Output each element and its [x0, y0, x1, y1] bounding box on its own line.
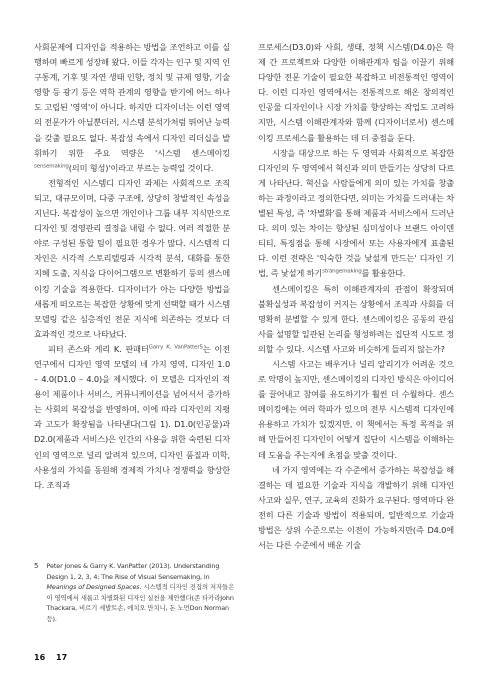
- superscript-term: strangemaking: [322, 268, 362, 275]
- book-title: Meanings of Designed Spaces: [46, 583, 140, 592]
- page-number-left: 16: [34, 653, 46, 662]
- paragraph: 시장을 대상으로 하는 두 영역과 사회적으로 복잡한 디자인의 두 영역에서 혁신과 의미 만들기는 상당히 다르게 나타난다. 혁신을 사람들에게 의미 있는 가치를 창출하는 과정이라고 정의한다면, 의미는 가치를 드러내는 차별된 특성, 즉 '차별화'를 통해 제품과 서비스에서 드러난다. 의미 있는 차이는 향상된 심미성이나 브랜드 아이덴티티, 특징점을 통해 시장에서 또는 사용자에게 표출된다. 이런 전략은 '익숙한 것을 낯설게 만드는' 디자인 기법, 즉 낯설게 하기$^{strangemaking}$를 활용한다.: [258, 147, 454, 279]
- paragraph: 전형적인 시스템디 디자인 과제는 사회적으로 조직되고, 대규모이며, 다중 구조에, 상당히 창발적인 속성을 지닌다. 복잡성이 높으면 개인이나 그룹 내부 지식만으로 디자인 및 경영관리 결정을 내릴 수 없다. 여러 적절한 분야로 구성된 통합 팀이 필요한 경우가 많다. 시스템적 디자인은 시각적 스토리텔링과 시각적 분석, 대화를 통한 지혜 도출, 지식을 다이어그램으로 변환하기 등의 센스메이킹 기술을 적용한다. 디자이너가 아는 다양한 방법을 새롭게 떠오르는 복잡한 상황에 맞게 선택할 때가 시스템 모델링 같은 심층적인 전문 지식에 의존하는 것보다 더 효과적인 것으로 나타났다.: [34, 177, 230, 339]
- right-column: [258, 40, 454, 553]
- page-number-right: 17: [56, 653, 68, 662]
- superscript-term: Garry K. VanPatter: [148, 344, 200, 351]
- footnote-reference[interactable]: 5: [199, 344, 203, 351]
- paragraph: 시스템 사고는 배우거나 널리 알리기가 어려운 것으로 악명이 높지만, 센스메이킹의 디자인 방식은 아이디어를 끌어내고 참여를 유도하기가 훨씬 더 수월하다. 센스메이킹에는 여러 학파가 있으며 전부 시스템적 디자인에 유용하고 가치가 있겠지만, 이 책에서는 특정 목적을 위해 만들어진 디자인이 어떻게 집단이 시스템을 이해하는 데 도움을 주는지에 초점을 맞출 것이다.: [258, 358, 454, 460]
- footnote: [34, 561, 239, 625]
- paragraph: 사회문제에 디자인을 적용하는 방법을 조언하고 이를 실행하며 빠르게 성장해 왔다. 이들 각자는 인구 및 지역 인구통계, 기후 및 자연 생태 인향, 정치 및 규제 영향, 기술 영향 등 광기 등은 역학 관계의 영향을 받기에 어느 하나도 고립된 '영역'이 아니다. 하지만 디자이너는 이런 영역의 전문가가 아닐뿐더러, 시스템 분석가처럼 뛰어난 능력을 갖출 필요도 없다. 복잡성 속에서 디자인 리더십을 발휘하기 위한 주요 역량은 '시스템 센스메이킹$^{sensemaking}$(의미 형성)'이라고 부르는 능력일 것이다.: [34, 42, 230, 173]
- footnote-text: Peter Jones & Garry K. VanPatter (2013). Understanding Design 1, 2, 3, 4: The Rise of Visual Sensemaking, in Meanings of Designed Spaces. 시스템적 디자인 전집의 저자들은 이 영역에서 새롭고 차별화된 디자인 실천을 제안했다(존 타카라John Thackara, 비르기 세발트손, 에치오 만치니, 돈 노먼Don Norman 등).: [46, 562, 235, 623]
- paragraph: 센스메이킹은 특히 이해관계자의 관점이 확장되며 불확실성과 복잡성이 커지는 상황에서 조직과 사회를 더 명확히 분별할 수 있게 한다. 센스메이킹은 공동의 관심사를 설명할 일관된 논리를 형성하려는 집단적 시도로 정의할 수 있다. 시스템 사고와 비슷하게 들리지 않는가?: [258, 283, 454, 354]
- paragraph: 네 가지 영역에는 각 수준에서 증가하는 복잡성을 해결하는 데 필요한 기술과 지식을 개발하기 위해 디자인 사고와 실무, 연구, 교육의 진화가 요구된다. 영역마다 완전히 다른 기술과 방법이 적용되며, 일반적으로 기술과 방법은 상위 수준으로는 이전이 가능하지만(즉 D4.0에서는 다른 수준에서 배운 기술: [258, 464, 454, 551]
- left-column: [34, 40, 230, 493]
- paragraph: 피터 존스와 게리 K. 판패터$^{Garry K. VanPatter5}$는 이전 연구에서 디자인 영역 모델의 네 가지 영역, 디자인 1.0 – 4.0(D1.0 – 4.0)을 제시했다. 이 모델은 디자인의 적용이 제품이나 서비스, 커뮤니케이션을 넘어서서 증가하는 사회의 복잡성을 반영하며, 이에 따라 디자인의 지평과 고도가 확장됨을 나타낸다(그림 1). D1.0(인공물)과 D2.0(제품과 서비스)은 인간의 사용을 위한 숙련된 디자인의 영역으로 널리 알려져 있으며, 디자인 품질과 미학, 사용성의 가치를 동원해 경제적 가치나 경쟁력을 향상한다. 조직과: [34, 343, 231, 490]
- footnote-number: 5: [34, 562, 39, 570]
- superscript-term: sensemaking: [34, 163, 69, 170]
- paragraph: 프로세스(D3.0)와 사회, 생태, 정책 시스템(D4.0)은 학제 간 프로젝트와 다양한 이해관계자 팀을 이끌기 위해 다양한 전문 기술이 필요한 복잡하고 비전통적인 영역이다. 이런 디자인 영역에서는 전통적으로 해온 창의적인 인공물 디자인이나 시장 가치를 향상하는 작업도 고려하지만, 시스템 이해관계자와 함께 (디자이너로서) 센스메이킹 프로세스를 활용하는 데 더 중점을 둔다.: [258, 42, 454, 143]
